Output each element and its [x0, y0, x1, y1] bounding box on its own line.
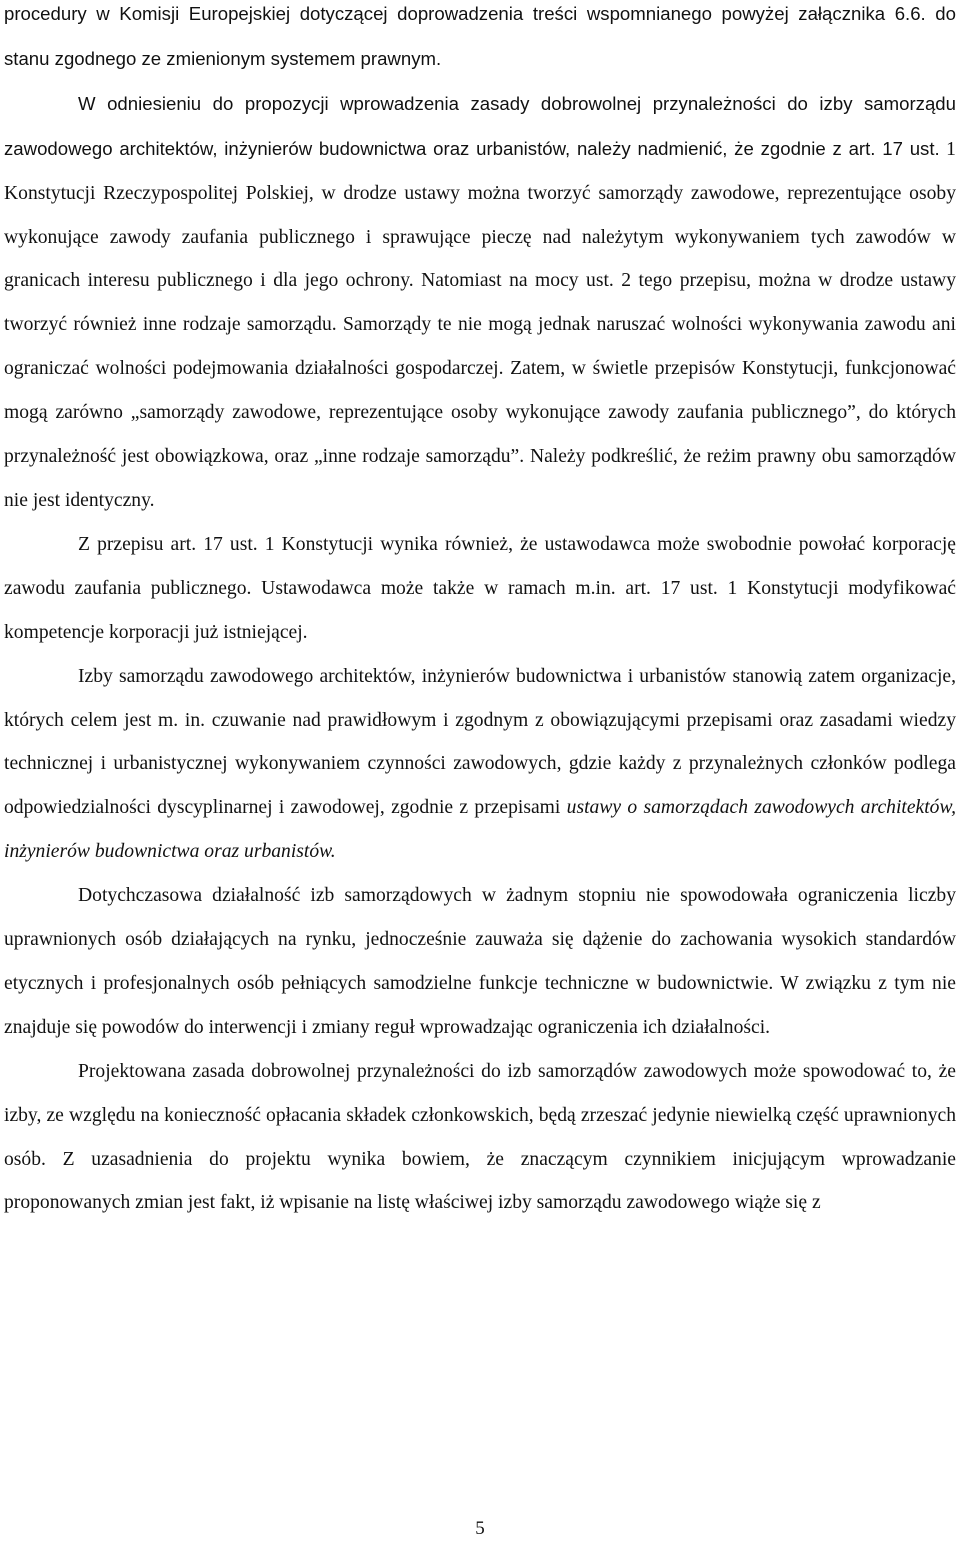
paragraph-4-italic-text: ustawy o samorządach zawodowych architektów, inżynierów budownictwa oraz urbanistów.	[4, 797, 956, 863]
paragraph-2	[4, 82, 956, 523]
paragraph-6: Projektowana zasada dobrowolnej przynależności do izb samorządów zawodowych może spowodować to, że izby, ze względu na konieczność opłacania składek członkowskich, będą zrzeszać jedynie niewielką część uprawnionych osób. Z uzasadnienia do projektu wynika bowiem, że znaczącym czynnikiem inicjującym wprowadzanie proponowanych zmian jest fakt, iż wpisanie na listę właściwej izby samorządu zawodowego wiąże się z	[4, 1060, 956, 1214]
paragraph-3: Z przepisu art. 17 ust. 1 Konstytucji wynika również, że ustawodawca może swobodnie powołać korporację zawodu zaufania publicznego. Ustawodawca może także w ramach m.in. art. 17 ust. 1 Konstytucji modyfikować kompetencje korporacji już istniejącej.	[4, 533, 956, 643]
page-number: 5	[475, 1518, 485, 1539]
paragraph-1-text: procedury w Komisji Europejskiej dotyczącej doprowadzenia treści wspomnianego powyżej załącznika 6.6. do stanu zgodnego ze zmienionym systemem prawnym.	[4, 3, 956, 69]
document-body	[4, 0, 956, 1225]
paragraph-1	[4, 0, 956, 82]
paragraph-5: Dotychczasowa działalność izb samorządowych w żadnym stopniu nie spowodowała ograniczenia liczby uprawnionych osób działających na rynku, jednocześnie zauważa się dążenie do zachowania wysokich standardów etycznych i profesjonalnych osób pełniących samodzielne funkcje techniczne w budownictwie. W związku z tym nie znajduje się powodów do interwencji i zmiany reguł wprowadzając ograniczenia ich działalności.	[4, 885, 956, 1038]
paragraph-2-serif-text: 1 Konstytucji Rzeczypospolitej Polskiej, w drodze ustawy można tworzyć samorządy zawodowe, reprezentujące osoby wykonujące zawody zaufania publicznego i sprawujące pieczę nad należytym wykonywaniem tych zawodów w granicach interesu publicznego i dla jego ochrony. Natomiast na mocy ust. 2 tego przepisu, można w drodze ustawy tworzyć również inne rodzaje samorządu. Samorządy te nie mogą jednak naruszać wolności wykonywania zawodu ani ograniczać wolności podejmowania działalności gospodarczej. Zatem, w świetle przepisów Konstytucji, funkcjonować mogą zarówno „samorządy zawodowe, reprezentujące osoby wykonujące zawody zaufania publicznego”, do których przynależność jest obowiązkowa, oraz „inne rodzaje samorządu”. Należy podkreślić, że reżim prawny obu samorządów nie jest identyczny.	[4, 138, 956, 511]
paragraph-4	[4, 655, 956, 875]
paragraph-4-text: Izby samorządu zawodowego architektów, inżynierów budownictwa i urbanistów stanowią zatem organizacje, których celem jest m. in. czuwanie nad prawidłowym i zgodnym z obowiązującymi przepisami oraz zasadami wiedzy technicznej i urbanistycznej wykonywaniem czynności zawodowych, gdzie każdy z przynależnych członków podlega odpowiedzialności dyscyplinarnej i zawodowej, zgodnie z przepisami	[4, 665, 956, 819]
document-page	[4, 0, 956, 1543]
paragraph-2-sans-text: W odniesieniu do propozycji wprowadzenia zasady dobrowolnej przynależności do izby samorządu zawodowego architektów, inżynierów budownictwa oraz urbanistów, należy nadmienić, że zgodnie z art. 17 ust.	[4, 92, 956, 159]
